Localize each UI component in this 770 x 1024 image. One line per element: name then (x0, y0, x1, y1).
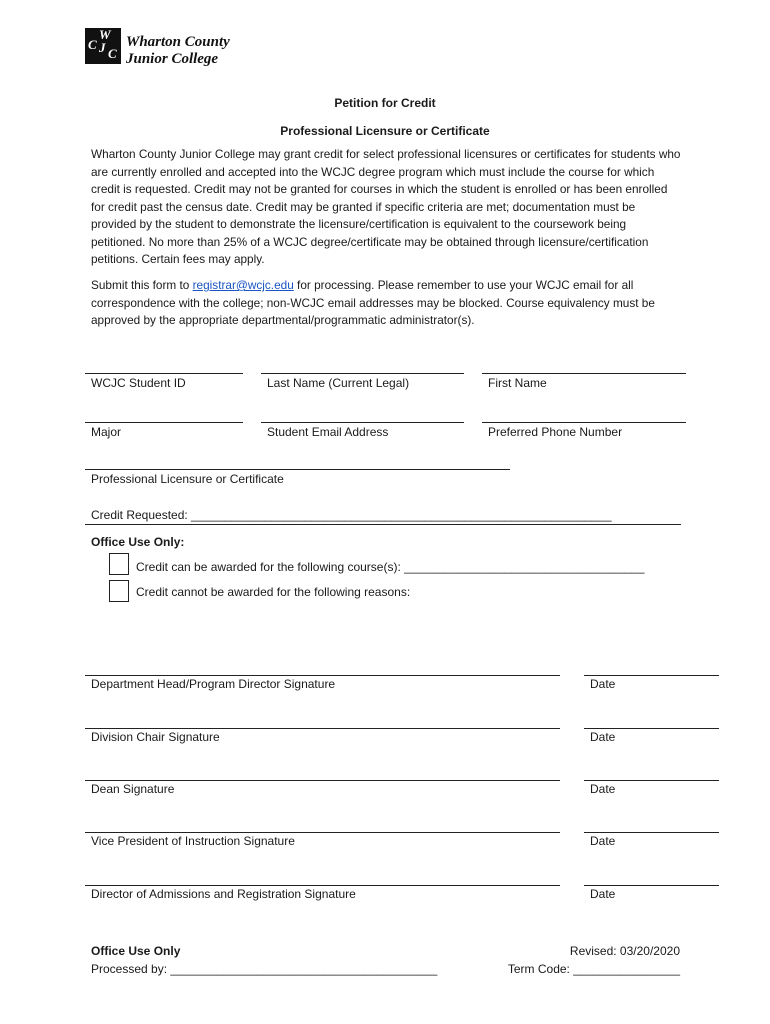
major-label: Major (91, 425, 122, 439)
student-id-line[interactable] (85, 373, 243, 374)
licensure-line[interactable] (85, 469, 510, 470)
student-id-label: WCJC Student ID (91, 376, 186, 390)
first-name-line[interactable] (482, 373, 686, 374)
date-line[interactable] (584, 832, 719, 833)
submit-text-before: Submit this form to (91, 278, 193, 292)
last-name-label: Last Name (Current Legal) (267, 376, 410, 390)
date-line[interactable] (584, 728, 719, 729)
signature-line[interactable] (85, 885, 560, 886)
signature-line[interactable] (85, 675, 560, 676)
college-name-line2: Junior College (126, 51, 219, 67)
last-name-line[interactable] (261, 373, 464, 374)
phone-label: Preferred Phone Number (488, 425, 623, 439)
signature-label: Department Head/Program Director Signature (91, 677, 336, 691)
intro-paragraph: Wharton County Junior College may grant credit for select professional licensures or certificates for students who are currently enrolled and accepted into the WCJC degree program which must include the course for which credit is requested. Credit may not be granted for courses in which the student is enrolled or has been enrolled for credit past the census date. Credit may be granted if specific criteria are met; documentation must be provided by the student to demonstrate the licensure/certification is equivalent to the coursework being petitioned. No more than 25% of a WCJC degree/certificate may be obtained through licensure/certification petitions. Certain fees may apply. (91, 147, 681, 266)
phone-line[interactable] (482, 422, 686, 423)
office-use-heading: Office Use Only: (91, 535, 185, 549)
date-label: Date (590, 834, 616, 848)
credit-not-awarded-checkbox[interactable] (109, 580, 129, 602)
date-line[interactable] (584, 780, 719, 781)
email-label: Student Email Address (267, 425, 389, 439)
logo-letter: J (99, 40, 106, 55)
revised-date: Revised: 03/20/2020 (569, 944, 680, 958)
credit-awarded-checkbox[interactable] (109, 553, 129, 575)
signature-label: Division Chair Signature (91, 730, 220, 744)
logo-letter: C (108, 46, 117, 61)
date-line[interactable] (584, 675, 719, 676)
credit-not-awarded-label: Credit cannot be awarded for the following reasons: (136, 585, 411, 599)
major-line[interactable] (85, 422, 243, 423)
date-label: Date (590, 887, 616, 901)
licensure-label: Professional Licensure or Certificate (91, 472, 284, 486)
signature-label: Dean Signature (91, 782, 175, 796)
college-name (126, 34, 230, 68)
college-logo (85, 28, 121, 64)
first-name-label: First Name (488, 376, 547, 390)
processed-by-field[interactable]: Processed by: ________________________________________ (91, 962, 438, 976)
signature-line[interactable] (85, 780, 560, 781)
registrar-email-link[interactable]: registrar@wcjc.edu (192, 278, 294, 292)
signature-line[interactable] (85, 832, 560, 833)
credit-requested-field[interactable]: Credit Requested: _______________________________________________________________ (91, 508, 612, 522)
date-label: Date (590, 677, 616, 691)
date-label: Date (590, 782, 616, 796)
credit-awarded-label: Credit can be awarded for the following course(s): ____________________________________ (136, 560, 645, 574)
footer-office-use: Office Use Only (91, 944, 181, 958)
signature-label: Vice President of Instruction Signature (91, 834, 295, 848)
date-label: Date (590, 730, 616, 744)
term-code-field[interactable]: Term Code: ________________ (507, 962, 680, 976)
submit-text-after: for processing. Please remember to use your WCJC email for all correspondence with the college; non-WCJC email addresses may be blocked. Course equivalency must be approved by the appropriate departmental/programmatic administrator(s). (91, 278, 655, 327)
submit-paragraph (91, 277, 683, 330)
college-name-line1: Wharton County (126, 34, 230, 50)
date-line[interactable] (584, 885, 719, 886)
logo-letter: W (99, 27, 111, 42)
form-title: Petition for Credit (334, 96, 436, 110)
signature-line[interactable] (85, 728, 560, 729)
form-subtitle: Professional Licensure or Certificate (280, 124, 490, 138)
email-line[interactable] (261, 422, 464, 423)
logo-letter: C (88, 37, 97, 52)
signature-label: Director of Admissions and Registration Signature (91, 887, 356, 901)
section-divider (85, 524, 681, 525)
